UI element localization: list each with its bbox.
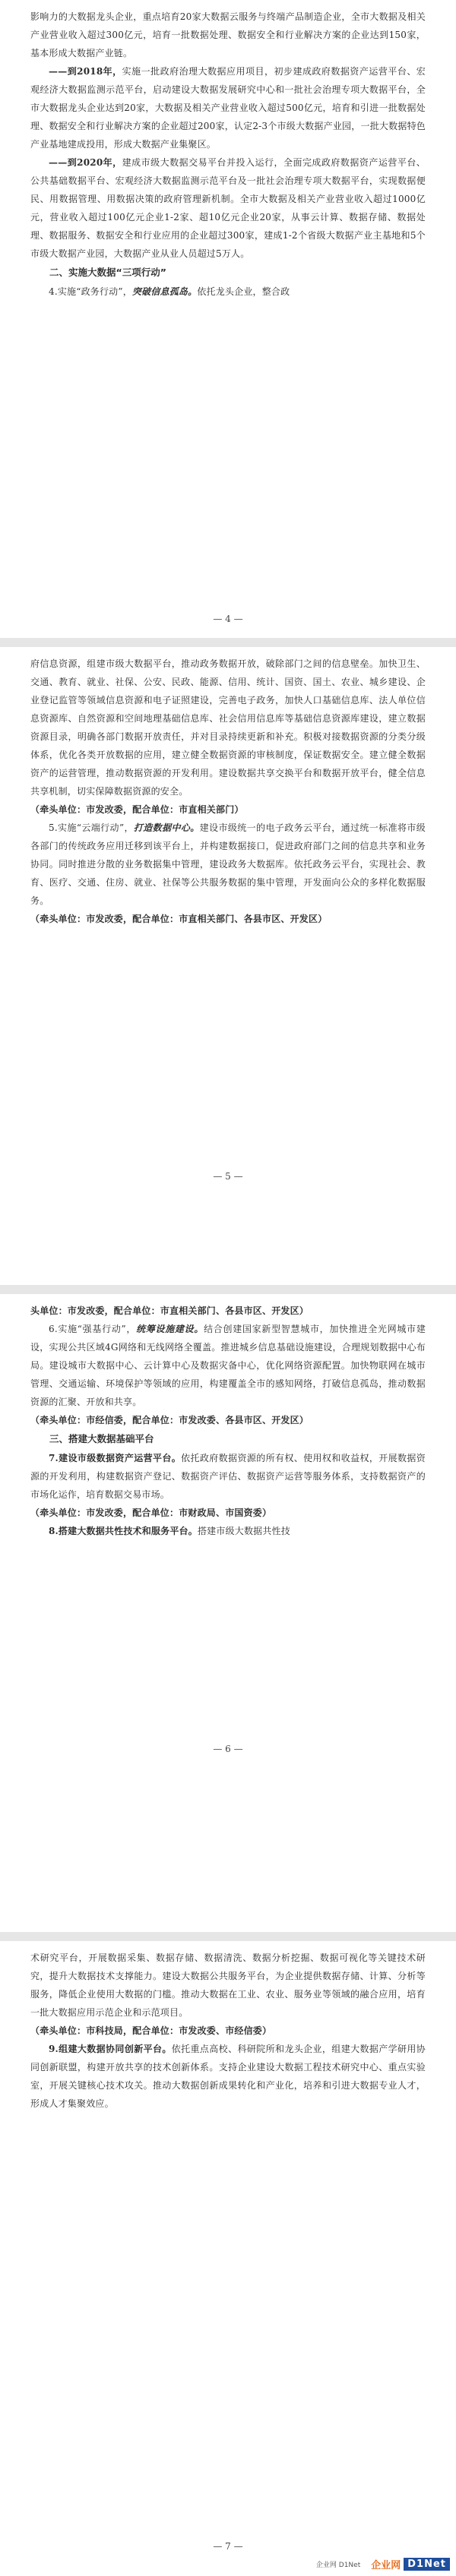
paragraph-text: 依托龙头企业，整合政 [197, 286, 290, 297]
item-title: 8.搭建大数据共性技术和服务平台。 [49, 1526, 198, 1536]
paragraph [30, 153, 426, 263]
watermark-caption: 企业网 D1Net [315, 2562, 361, 2569]
page-number: — 7 — [213, 2541, 243, 2552]
paragraph-text: 依托重点高校、科研院所和龙头企业，组建大数据产学研用协同创新联盟，构建开放共享的技术创新体系。支持企业建设大数据工程技术研究中心、重点实验室，开展关键核心技术攻关。推动大数据创新成果转化和产业化，培养和引进大数据专业人才，形成人才集聚效应。 [30, 2044, 426, 2109]
paragraph [30, 1522, 426, 1540]
document-page-2 [0, 647, 456, 1285]
page-number: — 4 — [213, 614, 243, 624]
watermark-brand: 企业网 [371, 2560, 401, 2571]
responsible-units: （牵头单位：市科技局，配合单位：市发改委、市经信委） [30, 2025, 272, 2036]
paragraph: 影响力的大数据龙头企业，重点培育20家大数据云服务与终端产品制造企业，全市大数据及相关产业营业收入超过300亿元，培育一批数据处理、数据安全和行业解决方案的企业达到150家，基本形成大数据产业链。 [30, 11, 426, 58]
item-number: 4.实施“政务行动”， [49, 286, 132, 297]
responsible-units: （牵头单位：市发改委，配合单位：市财政局、市国资委） [30, 1507, 272, 1518]
item-emphasis: 突破信息孤岛。 [131, 286, 198, 297]
section-heading: 二、实施大数据“三项行动” [49, 267, 166, 278]
milestone-label: ——到2020年， [49, 157, 122, 168]
site-watermark [316, 2557, 450, 2571]
paragraph [30, 283, 426, 301]
paragraph-text: 实施一批政府治理大数据应用项目，初步建成政府数据资产运营平台、宏观经济大数据监测示范平台，启动建设大数据发展研究中心和一批社会治理专项大数据平台，全市大数据龙头企业达到20家，大数据及相关产业营业收入超过500亿元，培育和引进一批数据处理、数据安全和行业解决方案的企业超过200家，认定2-3个市级大数据产业园，一批大数据特色产业基地建成投用，形成大数据产业集聚区。 [30, 66, 426, 150]
paragraph-text: 依托政府数据资源的所有权、使用权和收益权，开展数据资源的开发利用，构建数据资产登记、数据资产评估、数据资产运营等服务体系，支持数据资产的市场化运作，培育数据交易市场。 [30, 1453, 426, 1500]
page-number: — 6 — [213, 1744, 243, 1754]
item-emphasis: 统筹设施建设。 [136, 1324, 204, 1334]
paragraph [30, 1449, 426, 1504]
responsible-units: （牵头单位：市发改委，配合单位：市直相关部门） [30, 804, 244, 815]
responsible-units: （牵头单位：市经信委，配合单位：市发改委、各县市区、开发区） [30, 1415, 309, 1425]
watermark-logo: D1Net [404, 2558, 450, 2571]
paragraph [30, 62, 426, 153]
paragraph-text: 建设市级统一的电子政务云平台，通过统一标准将市级各部门的传统政务应用迁移到该平台上，并构建数据接口，促进政府部门之间的信息共享和业务协同。同时推进分散的业务数据集中管理，建设政务大数据库。依托政务云平台，实现社会、教育、医疗、交通、住房、就业、社保等公共服务数据的集中管理，开发面向公众的多样化数据服务。 [30, 822, 426, 906]
responsible-units: 头单位：市发改委，配合单位：市直相关部门、各县市区、开发区） [30, 1305, 309, 1316]
page-number: — 5 — [213, 1171, 243, 1182]
paragraph-text: 建成市级大数据交易平台并投入运行，全面完成政府数据资产运营平台、公共基础数据平台、宏观经济大数据监测示范平台及一批社会治理专项大数据平台，实现数据便民、用数据管理、用数据决策的政府管理新机制。全市大数据及相关产业营业收入超过1000亿元，营业收入超过100亿元企业1-2家、超10亿元企业20家，从事云计算、数据存储、数据处理、数据服务、数据安全和行业应用的企业超过300家，建成1-2个省级大数据产业主基地和5个市级大数据产业园，大数据产业从业人员超过5万人。 [30, 157, 426, 259]
paragraph-text: 搭建市级大数据共性技 [197, 1526, 290, 1536]
item-number: 6.实施“强基行动”， [49, 1324, 137, 1334]
item-number: 5.实施“云端行动”， [49, 822, 134, 833]
paragraph-text: 结合创建国家新型智慧城市，加快推进全光网城市建设，实现公共区域4G网络和无线网络全覆盖。推进城乡信息基础设施建设，合理规划数据中心布局。建设城市大数据中心、云计算中心及数据灾备中心，优化网络资源配置。加快物联网在城市管理、交通运输、环境保护等领域的应用，构建覆盖全市的感知网络，打破信息孤岛，推动数据资源的汇聚、开放和共享。 [30, 1324, 426, 1407]
paragraph: 府信息资源，组建市级大数据平台，推动政务数据开放，破除部门之间的信息壁垒。加快卫生、交通、教育、就业、社保、公安、民政、能源、信用、统计、国资、国土、农业、城乡建设、企业登记监管等领域信息资源和电子证照建设，完善电子政务，加快人口基础信息库、法人单位信息资源库、自然资源和空间地理基础信息库、社会信用信息库等基础信息资源库建设，建立数据资源目录，明确各部门数据开放责任，并对目录持续更新和补充。积极对接数据资源的分类分级体系，优化各类开放数据的应用，建立健全数据资源的审核制度，保证数据安全。建立健全数据资产的运营管理，推动数据资源的开发利用。建设数据共享交换平台和数据开放平台，健全信息共享机制，切实保障数据资源的安全。 [30, 658, 426, 797]
paragraph: 术研究平台，开展数据采集、数据存储、数据清洗、数据分析挖掘、数据可视化等关键技术研究，提升大数据技术支撑能力。建设大数据公共服务平台，为企业提供数据存储、计算、分析等服务，降低企业使用大数据的门槛。推动大数据在工业、农业、服务业等领域的融合应用，培育一批大数据应用示范企业和示范项目。 [30, 1953, 426, 2018]
document-page-1 [0, 0, 456, 638]
section-heading: 三、搭建大数据基础平台 [49, 1433, 154, 1444]
milestone-label: ——到2018年， [49, 66, 122, 77]
item-title: 9.组建大数据协同创新平台。 [49, 2044, 172, 2054]
document-page-4 [0, 1941, 456, 2576]
responsible-units: （牵头单位：市发改委，配合单位：市直相关部门、各县市区、开发区） [30, 914, 328, 924]
item-title: 7.建设市级数据资产运营平台。 [49, 1453, 182, 1463]
paragraph [30, 1320, 426, 1411]
item-emphasis: 打造数据中心。 [133, 822, 200, 833]
document-page-3 [0, 1294, 456, 1932]
paragraph [30, 819, 426, 910]
paragraph [30, 2040, 426, 2113]
